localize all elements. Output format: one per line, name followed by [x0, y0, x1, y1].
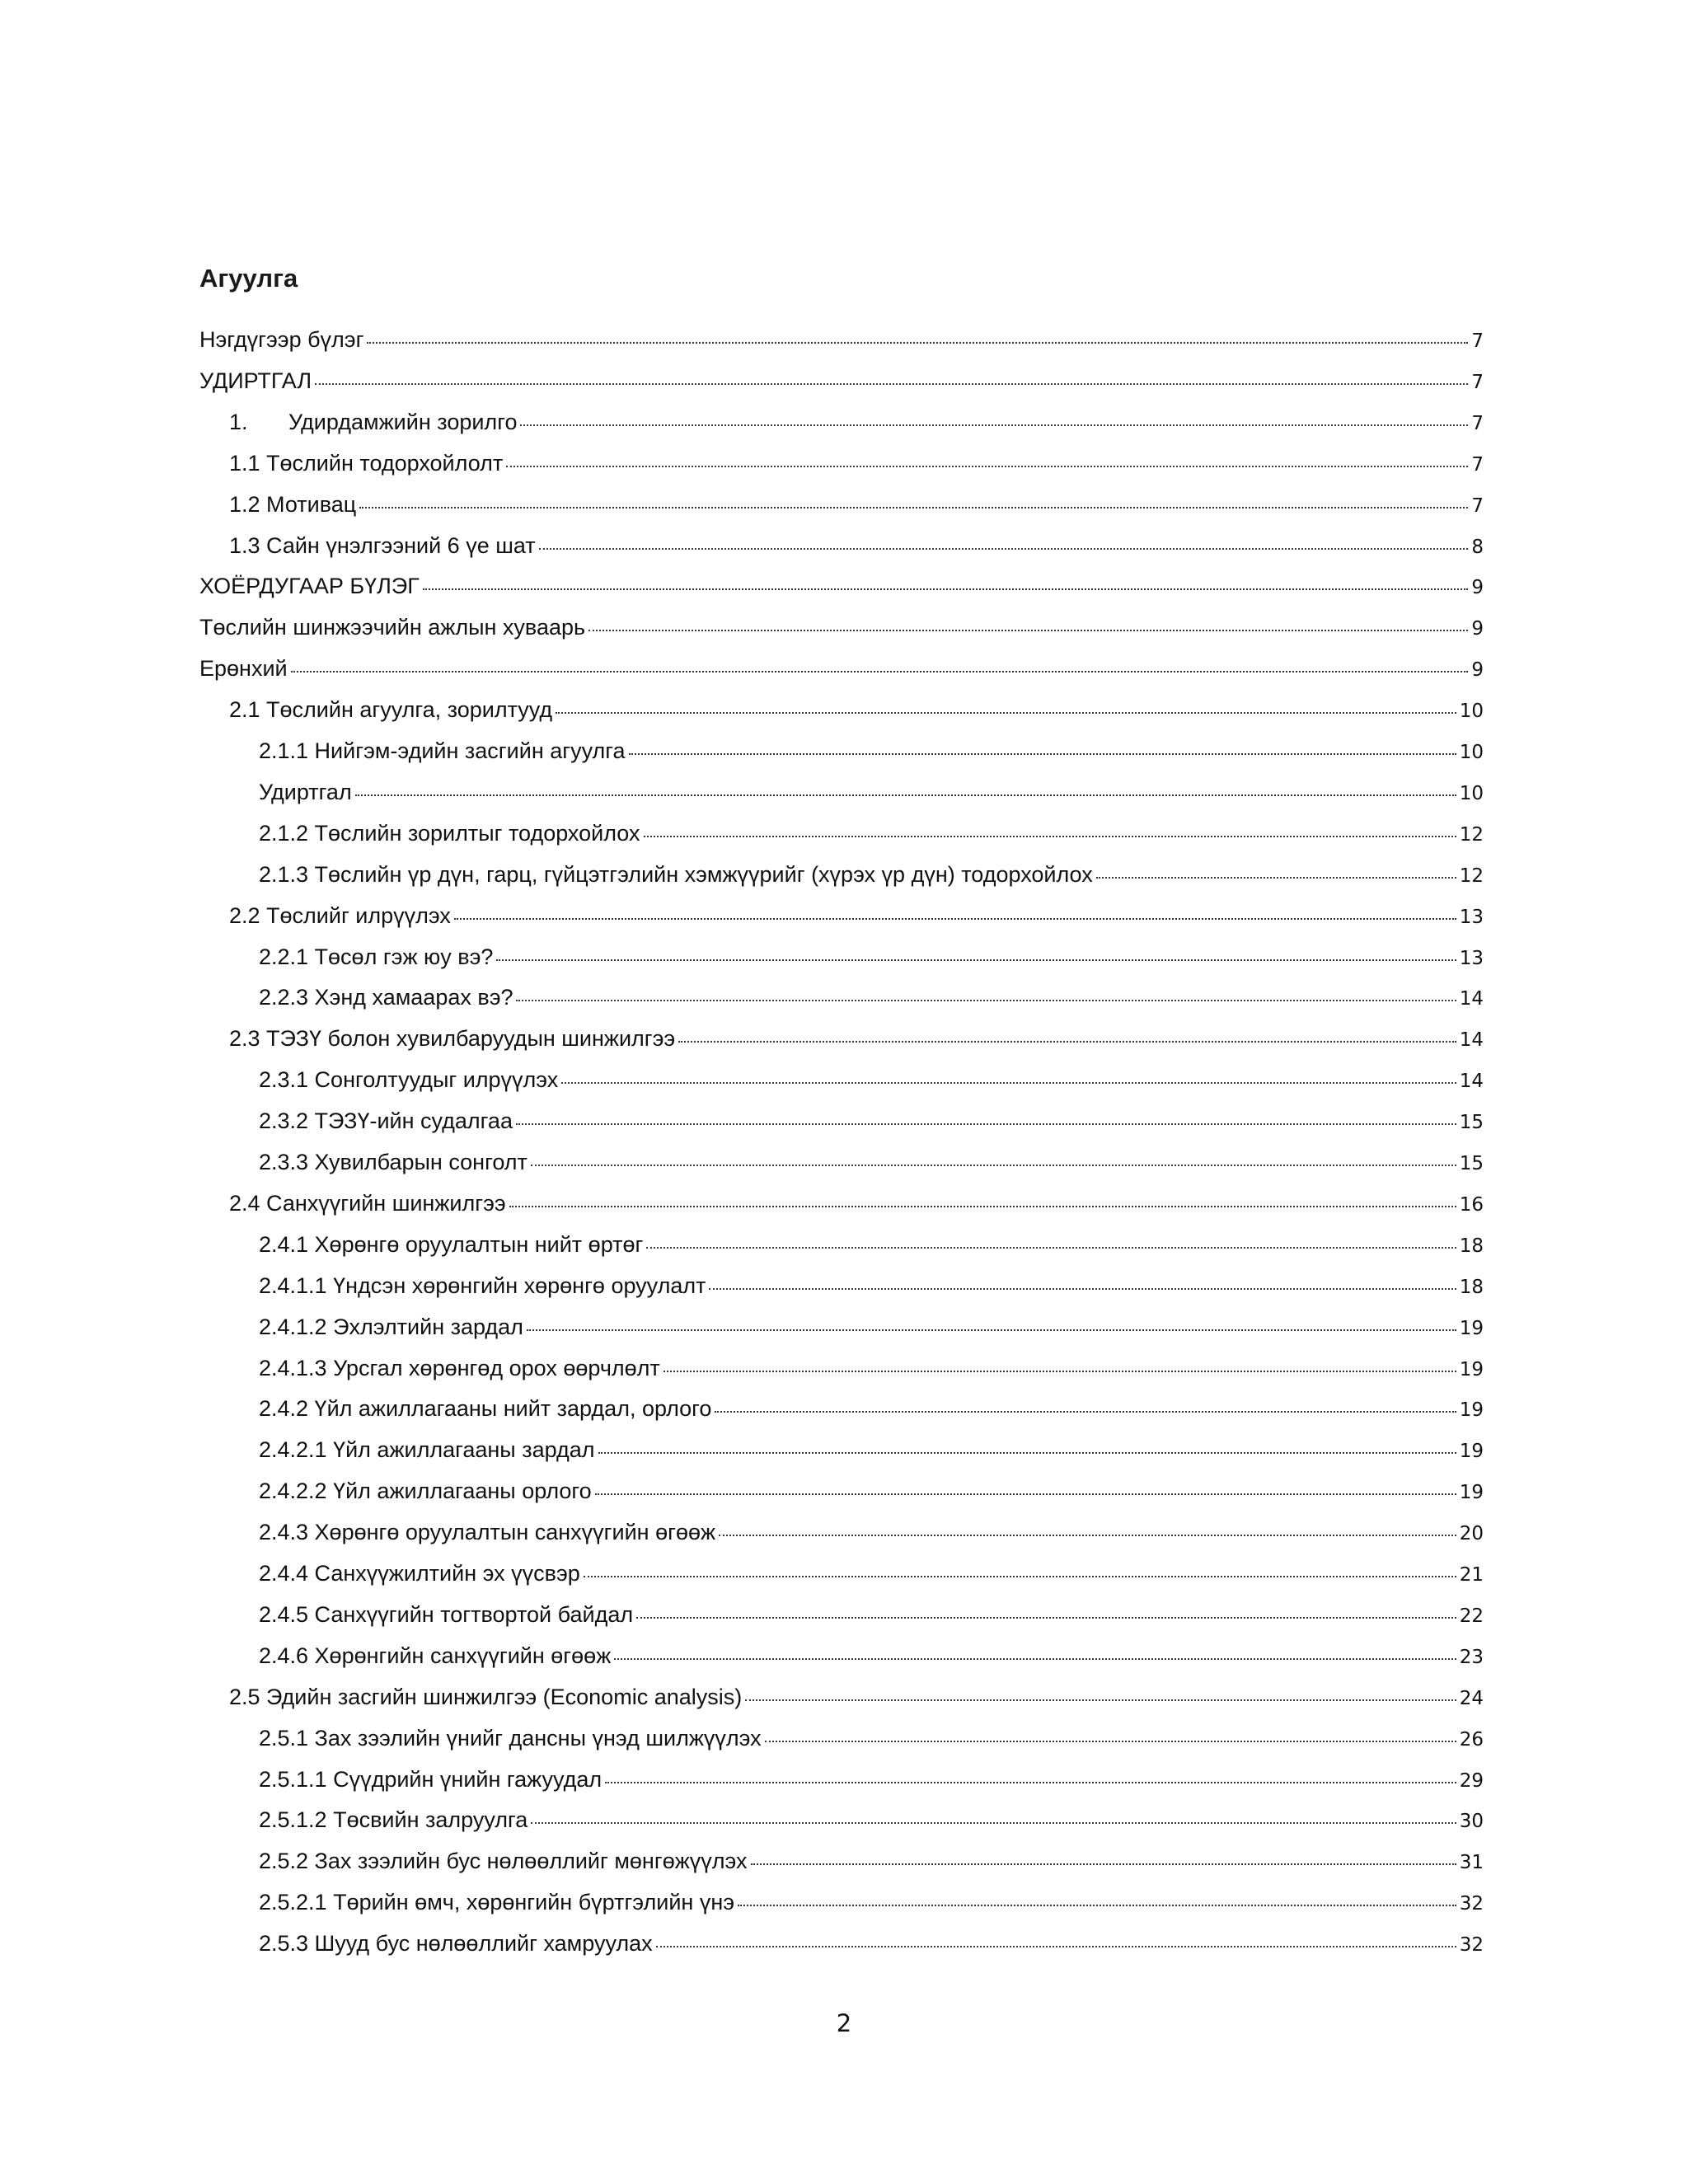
- toc-entry-page: 7: [1471, 494, 1484, 517]
- toc-entry-page: 7: [1471, 412, 1484, 434]
- toc-entry[interactable]: [259, 1931, 1484, 1957]
- toc-entry-label: 2.1.3 Төслийн үр дүн, гарц, гүйцэтгэлийн хэмжүүрийг (хүрэх үр дүн) тодорхойлох: [259, 861, 1093, 887]
- toc-dot-leader: [678, 1038, 1456, 1043]
- toc-dot-leader: [614, 1656, 1456, 1660]
- toc-entry[interactable]: [229, 1685, 1484, 1710]
- toc-entry[interactable]: [259, 1356, 1484, 1381]
- toc-entry[interactable]: [259, 1767, 1484, 1793]
- toc-entry-page: 12: [1459, 823, 1484, 846]
- toc-dot-leader: [516, 997, 1456, 1001]
- toc-dot-leader: [738, 1902, 1456, 1906]
- toc-dot-leader: [588, 627, 1468, 631]
- toc-entry-page: 19: [1459, 1358, 1484, 1380]
- toc-entry-label: 2.5.1.2 Төсвийн залруулга: [259, 1807, 528, 1833]
- toc-entry-label: 2.1.2 Төслийн зорилтыг тодорхойлох: [259, 820, 640, 846]
- toc-dot-leader: [1096, 874, 1456, 879]
- toc-entry-page: 20: [1459, 1523, 1484, 1545]
- toc-entry-page: 19: [1459, 1399, 1484, 1422]
- toc-entry[interactable]: [259, 1520, 1484, 1545]
- toc-entry-number: 1.: [229, 409, 248, 434]
- toc-entry-page: 7: [1471, 371, 1484, 393]
- toc-entry-label: Төслийн шинжээчийн ажлын хуваарь: [199, 615, 586, 640]
- toc-dot-leader: [656, 1943, 1456, 1947]
- toc-entry[interactable]: [229, 492, 1484, 518]
- toc-entry[interactable]: [229, 903, 1484, 929]
- toc-dot-leader: [367, 340, 1468, 344]
- toc-dot-leader: [454, 916, 1456, 920]
- toc-dot-leader: [765, 1738, 1456, 1742]
- toc-entry-label: 1.1 Төслийн тодорхойлолт: [229, 450, 504, 476]
- toc-entry-page: 13: [1459, 947, 1484, 969]
- toc-dot-leader: [539, 546, 1469, 550]
- toc-entry[interactable]: [229, 410, 1484, 435]
- toc-entry[interactable]: [259, 1067, 1484, 1093]
- toc-entry-label: 2.2 Төслийг илрүүлэх: [229, 902, 451, 928]
- toc-entry[interactable]: [259, 821, 1484, 846]
- toc-entry-label: 2.4.1.3 Урсгал хөрөнгөд орох өөрчлөлт: [259, 1355, 660, 1380]
- toc-entry-page: 16: [1459, 1193, 1484, 1216]
- toc-entry[interactable]: [259, 738, 1484, 764]
- toc-entry-page: 10: [1459, 742, 1484, 763]
- toc-entry[interactable]: [259, 780, 1484, 805]
- toc-entry[interactable]: [259, 1273, 1484, 1299]
- toc-dot-leader: [520, 422, 1468, 426]
- toc-entry[interactable]: [259, 1396, 1484, 1422]
- toc-entry-page: 15: [1459, 1112, 1484, 1134]
- toc-entry[interactable]: [259, 1315, 1484, 1340]
- toc-dot-leader: [663, 1368, 1456, 1372]
- toc-entry-label: Удиртгал: [259, 779, 352, 804]
- toc-dot-leader: [751, 1861, 1456, 1865]
- page-number: 2: [836, 2009, 852, 2037]
- toc-entry-page: 7: [1471, 453, 1484, 476]
- toc-entry-page: 32: [1459, 1934, 1484, 1957]
- toc-entry-page: 13: [1459, 906, 1484, 928]
- toc-entry[interactable]: [229, 1026, 1484, 1052]
- toc-dot-leader: [719, 1532, 1456, 1536]
- toc-entry-label: 2.3.1 Сонголтуудыг илрүүлэх: [259, 1067, 559, 1093]
- toc-entry-label: УДИРТГАЛ: [199, 368, 312, 393]
- toc-entry-label: 2.4.6 Хөрөнгийн санхүүгийн өгөөж: [259, 1643, 612, 1668]
- toc-entry-label: Ерөнхий: [199, 656, 288, 682]
- toc-entry-page: 7: [1471, 330, 1484, 352]
- toc-entry-label: 2.4.4 Санхүүжилтийн эх үүсвэр: [259, 1561, 580, 1586]
- toc-entry-label: ХОЁРДУГААР БҮЛЭГ: [199, 574, 420, 599]
- toc-entry-label: 2.3.3 Хувилбарын сонголт: [259, 1150, 528, 1174]
- toc-entry[interactable]: [259, 1849, 1484, 1874]
- toc-dot-leader: [598, 1450, 1456, 1454]
- toc-entry[interactable]: [229, 451, 1484, 476]
- toc-dot-leader: [315, 381, 1468, 385]
- toc-dot-leader: [644, 833, 1456, 837]
- toc-dot-leader: [584, 1573, 1456, 1577]
- toc-dot-leader: [605, 1779, 1456, 1783]
- toc-entry[interactable]: [199, 574, 1484, 599]
- toc-entry[interactable]: [259, 1726, 1484, 1751]
- toc-entry-label: 2.1.1 Нийгэм-эдийн засгийн агуулга: [259, 738, 626, 763]
- toc-entry-page: 9: [1471, 618, 1484, 640]
- toc-dot-leader: [531, 1820, 1456, 1824]
- toc-dot-leader: [531, 1162, 1456, 1166]
- toc-dot-leader: [506, 463, 1468, 467]
- toc-dot-leader: [556, 710, 1456, 714]
- toc-dot-leader: [359, 504, 1468, 509]
- toc-entry-label: 2.5.3 Шууд бус нөлөөллийг хамруулах: [259, 1931, 653, 1957]
- toc-entry-label: 2.5 Эдийн засгийн шинжилгээ (Economic analysis): [229, 1684, 743, 1709]
- toc-entry[interactable]: [259, 944, 1484, 970]
- toc-entry[interactable]: [229, 533, 1484, 559]
- toc-entry-page: 19: [1459, 1482, 1484, 1504]
- toc-entry-page: 18: [1459, 1276, 1484, 1298]
- toc-entry-label: 2.2.3 Хэнд хамаарах вэ?: [259, 985, 513, 1010]
- toc-entry-page: 12: [1459, 865, 1484, 887]
- toc-dot-leader: [291, 668, 1469, 673]
- toc-dot-leader: [527, 1327, 1456, 1331]
- toc-entry-label: 2.5.2 Зах зээлийн бус нөлөөллийг мөнгөжүүлэх: [259, 1849, 748, 1874]
- toc-entry-page: 19: [1459, 1441, 1484, 1463]
- toc-entry[interactable]: [199, 368, 1484, 394]
- toc-entry-label: 2.5.1 Зах зээлийн үнийг дансны үнэд шилжүүлэх: [259, 1725, 762, 1750]
- toc-entry-page: 31: [1459, 1852, 1484, 1874]
- toc-entry-page: 22: [1459, 1605, 1484, 1627]
- toc-entry-label: 2.4.5 Санхүүгийн тогтвортой байдал: [259, 1601, 634, 1627]
- toc-dot-leader: [646, 1244, 1456, 1249]
- toc-dot-leader: [745, 1697, 1456, 1701]
- toc-entry-page: 14: [1459, 1029, 1484, 1052]
- toc-entry[interactable]: [259, 1807, 1484, 1833]
- toc-entry[interactable]: [259, 1150, 1484, 1175]
- toc-entry-page: 10: [1459, 701, 1484, 723]
- toc-entry-label: 2.4.3 Хөрөнгө оруулалтын санхүүгийн өгөөж: [259, 1520, 716, 1545]
- toc-entry-label: 2.4.1.1 Үндсэн хөрөнгийн хөрөнгө оруулалт: [259, 1272, 706, 1298]
- toc-entry-label: 2.5.1.1 Сүүдрийн үнийн гажуудал: [259, 1766, 603, 1792]
- toc-entry-page: 32: [1459, 1893, 1484, 1915]
- toc-entry-label: 2.4.2 Үйл ажиллагааны нийт зардал, орлого: [259, 1396, 712, 1422]
- toc-entry[interactable]: [199, 615, 1484, 640]
- toc-entry-page: 24: [1459, 1687, 1484, 1709]
- toc-dot-leader: [423, 586, 1468, 590]
- toc-entry-label: 2.1 Төслийн агуулга, зорилтууд: [229, 697, 553, 723]
- toc-entry[interactable]: [259, 1643, 1484, 1669]
- toc-entry-label: Нэгдүгээр бүлэг: [199, 327, 364, 352]
- toc-entry-label: 2.4.1.2 Эхлэлтийн зардал: [259, 1314, 523, 1339]
- toc-entry-page: 23: [1459, 1646, 1484, 1668]
- toc-dot-leader: [636, 1615, 1456, 1619]
- toc-entry-page: 8: [1471, 536, 1484, 558]
- toc-entry-page: 26: [1459, 1728, 1484, 1750]
- toc-entry-label: 2.3 ТЭЗҮ болон хувилбаруудын шинжилгээ: [229, 1026, 676, 1052]
- toc-dot-leader: [509, 1203, 1456, 1207]
- toc-entry-label: 2.4.1 Хөрөнгө оруулалтын нийт өртөг: [259, 1231, 644, 1257]
- toc-title: Агуулга: [199, 264, 298, 293]
- toc-entry-label: 2.4.2.2 Үйл ажиллагааны орлого: [259, 1479, 592, 1504]
- toc-entry-page: 29: [1459, 1769, 1484, 1792]
- toc-entry[interactable]: [259, 1890, 1484, 1915]
- toc-dot-leader: [561, 1080, 1456, 1084]
- toc-entry-page: 15: [1459, 1153, 1484, 1174]
- toc-dot-leader: [629, 751, 1456, 755]
- toc-entry-page: 18: [1459, 1235, 1484, 1257]
- toc-dot-leader: [709, 1286, 1456, 1290]
- toc-entry[interactable]: [229, 697, 1484, 723]
- toc-dot-leader: [355, 792, 1456, 796]
- toc-entry-label: 2.4 Санхүүгийн шинжилгээ: [229, 1190, 506, 1216]
- toc-entry[interactable]: [259, 862, 1484, 888]
- toc-entry[interactable]: [259, 1561, 1484, 1586]
- toc-entry-label: 2.2.1 Төсөл гэж юу вэ?: [259, 944, 494, 969]
- toc-entry-label: 2.4.2.1 Үйл ажиллагааны зардал: [259, 1437, 595, 1463]
- toc-entry[interactable]: [199, 656, 1484, 682]
- toc-entry[interactable]: [259, 1437, 1484, 1463]
- toc-entry-label: 2.5.2.1 Төрийн өмч, хөрөнгийн бүртгэлийн үнэ: [259, 1890, 735, 1915]
- toc-entry-page: 9: [1471, 659, 1484, 682]
- toc-entry[interactable]: [259, 1602, 1484, 1628]
- toc-entry-page: 14: [1459, 1071, 1484, 1093]
- toc-entry[interactable]: [259, 985, 1484, 1010]
- toc-entry-label: 1.2 Мотивац: [229, 491, 357, 517]
- toc-dot-leader: [715, 1408, 1456, 1413]
- toc-entry-page: 19: [1459, 1317, 1484, 1339]
- toc-entry[interactable]: [199, 327, 1484, 353]
- toc-entry-page: 21: [1459, 1564, 1484, 1586]
- toc-entry[interactable]: [259, 1232, 1484, 1258]
- toc-entry[interactable]: [259, 1479, 1484, 1504]
- toc-entry-page: 9: [1471, 577, 1484, 599]
- toc-entry-label: 2.3.2 ТЭЗҮ-ийн судалгаа: [259, 1108, 513, 1134]
- toc-dot-leader: [595, 1491, 1456, 1495]
- toc-entry-page: 30: [1459, 1811, 1484, 1833]
- toc-entry[interactable]: [229, 1191, 1484, 1216]
- toc-entry-page: 10: [1459, 782, 1484, 804]
- toc-entry[interactable]: [259, 1108, 1484, 1134]
- toc-dot-leader: [516, 1121, 1456, 1125]
- toc-dot-leader: [496, 957, 1456, 961]
- toc-entry-page: 14: [1459, 988, 1484, 1010]
- toc-entry-label: 1.3 Сайн үнэлгээний 6 үе шат: [229, 532, 536, 558]
- toc-entry-label: Удирдамжийн зорилго: [288, 409, 518, 434]
